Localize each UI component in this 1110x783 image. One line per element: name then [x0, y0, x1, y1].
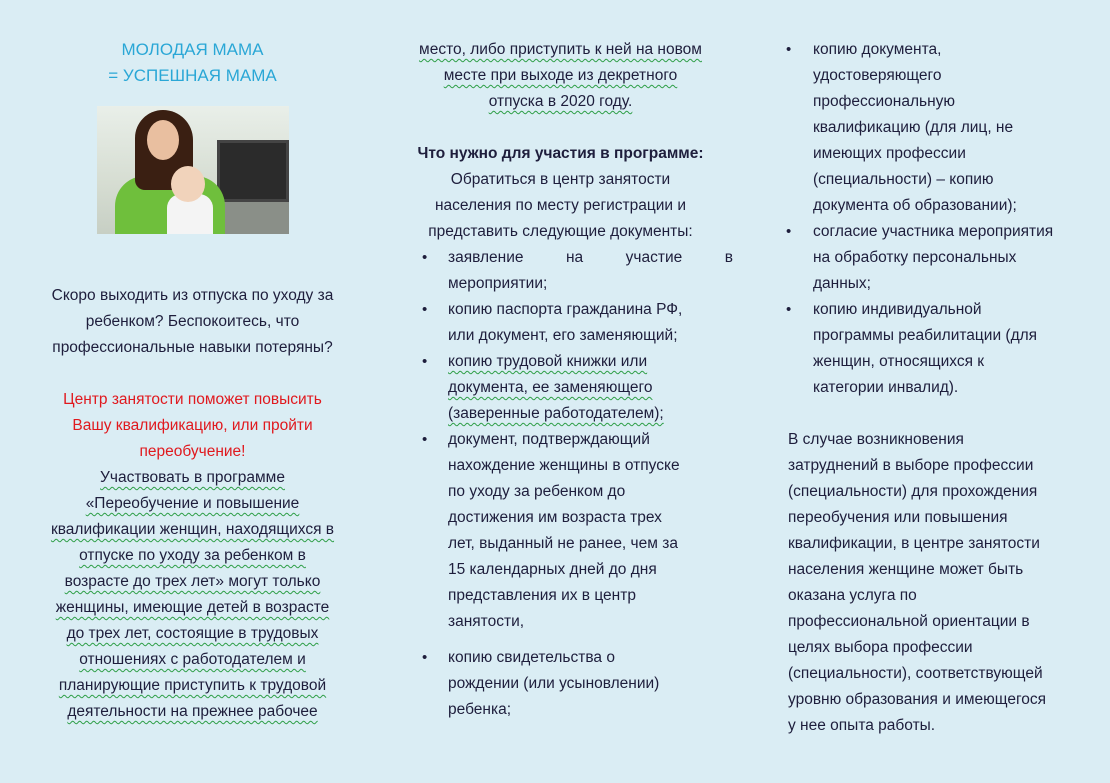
- text-line: Центр занятости поможет повысить: [63, 391, 322, 408]
- list-item: [770, 219, 1090, 297]
- text-line: до трех лет, состоящие в трудовых: [66, 625, 319, 642]
- text-line: населения по месту регистрации и: [434, 197, 687, 214]
- text-line: • копию индивидуальной: [813, 301, 982, 318]
- list-item: [770, 37, 1090, 219]
- column-right: [770, 0, 1090, 739]
- text-line: отношениях с работодателем и: [79, 651, 306, 668]
- text-line: или документ, его заменяющий;: [448, 327, 678, 344]
- text-line: • копию свидетельства о: [448, 649, 615, 666]
- brochure-title: [20, 37, 365, 89]
- text-line: представить следующие документы:: [428, 223, 693, 240]
- text-line: деятельности на прежнее рабочее: [67, 703, 318, 720]
- text-line: 15 календарных дней до дня: [448, 561, 657, 578]
- text-line: мероприятии;: [448, 275, 548, 292]
- text-line: квалификацию (для лиц, не: [813, 119, 1014, 136]
- text-line: (специальности) – копию: [813, 171, 994, 188]
- text-line: затруднений в выборе профессии: [788, 457, 1034, 474]
- text-line: • копию паспорта гражданина РФ,: [448, 301, 683, 318]
- column-middle: [388, 0, 733, 723]
- text-line: • согласие участника мероприятия: [813, 223, 1054, 240]
- text-line: удостоверяющего: [813, 67, 942, 84]
- text-line: переобучения или повышения: [788, 509, 1008, 526]
- text-line: • заявление на участие в: [448, 249, 733, 266]
- continuation-paragraph: [388, 37, 733, 115]
- text-line: у нее опыта работы.: [788, 717, 936, 734]
- text-line: ребенка;: [448, 701, 511, 718]
- text-line: квалификации женщин, находящихся в: [50, 521, 335, 538]
- text-line: • документ, подтверждающий: [448, 431, 650, 448]
- text-line: место, либо приступить к ней на новом: [419, 41, 702, 58]
- text-line: В случае возникновения: [788, 431, 964, 448]
- list-item: [388, 427, 733, 635]
- text-line: переобучение!: [139, 443, 246, 460]
- list-item: [388, 245, 733, 297]
- text-line: целях выбора профессии: [788, 639, 973, 656]
- text-line: профессиональной ориентации в: [788, 613, 1030, 630]
- text-line: населения женщине может быть: [788, 561, 1024, 578]
- text-line: отпуска в 2020 году.: [488, 93, 633, 110]
- text-line: профессиональную: [813, 93, 956, 110]
- text-line: ребенком? Беспокоитесь, что: [85, 313, 300, 330]
- list-item: [388, 645, 733, 723]
- list-item: [770, 297, 1090, 401]
- text-line: женщины, имеющие детей в возрасте: [55, 599, 330, 616]
- text-line: женщин, относящихся к: [813, 353, 985, 370]
- text-line: Вашу квалификацию, или пройти: [72, 417, 313, 434]
- section-heading: Что нужно для участия в программе:: [417, 145, 704, 162]
- text-line: уровню образования и имеющегося: [788, 691, 1047, 708]
- text-line: Обратиться в центр занятости: [450, 171, 671, 188]
- text-line: на обработку персональных: [813, 249, 1017, 266]
- documents-list: [388, 245, 733, 723]
- list-item: [388, 297, 733, 349]
- text-line: (специальности), соответствующей: [788, 665, 1043, 682]
- text-line: занятости,: [448, 613, 525, 630]
- text-line: по уходу за ребенком до: [448, 483, 626, 500]
- text-line: категории инвалид).: [813, 379, 959, 396]
- list-item: [388, 349, 733, 427]
- documents-list-continued: [770, 37, 1090, 401]
- text-line: данных;: [813, 275, 871, 292]
- text-line: представления их в центр: [448, 587, 636, 604]
- text-line: Скоро выходить из отпуска по уходу за: [51, 287, 334, 304]
- text-line: квалификации, в центре занятости: [788, 535, 1040, 552]
- title-line: МОЛОДАЯ МАМА: [121, 40, 264, 59]
- highlight-paragraph: [20, 387, 365, 465]
- text-line: достижения им возраста трех: [448, 509, 662, 526]
- text-line: документа об образовании);: [813, 197, 1017, 214]
- requirements-section: [388, 141, 733, 245]
- text-line: оказана услуга по: [788, 587, 917, 604]
- mother-with-baby-photo: [97, 106, 289, 234]
- text-line: лет, выданный не ранее, чем за: [448, 535, 678, 552]
- text-line: • копию трудовой книжки или: [448, 353, 648, 370]
- text-line: (заверенные работодателем);: [448, 405, 664, 422]
- text-line: нахождение женщины в отпуске: [448, 457, 680, 474]
- title-line: = УСПЕШНАЯ МАМА: [108, 66, 277, 85]
- text-line: планирующие приступить к трудовой: [58, 677, 327, 694]
- text-line: (специальности) для прохождения: [788, 483, 1038, 500]
- text-line: программы реабилитации (для: [813, 327, 1038, 344]
- text-line: отпуске по уходу за ребенком в: [79, 547, 306, 564]
- text-line: • копию документа,: [813, 41, 942, 58]
- program-paragraph: [20, 465, 365, 725]
- text-line: «Переобучение и повышение: [85, 495, 300, 512]
- career-guidance-paragraph: [770, 427, 1090, 739]
- text-line: возрасте до трех лет» могут только: [64, 573, 321, 590]
- column-left: [20, 0, 365, 725]
- text-line: рождении (или усыновлении): [448, 675, 660, 692]
- text-line: имеющих профессии: [813, 145, 966, 162]
- question-paragraph: [20, 283, 365, 361]
- text-line: документа, ее заменяющего: [448, 379, 653, 396]
- text-line: Участвовать в программе: [100, 469, 285, 486]
- text-line: месте при выходе из декретного: [443, 67, 678, 84]
- text-line: профессиональные навыки потеряны?: [52, 339, 333, 356]
